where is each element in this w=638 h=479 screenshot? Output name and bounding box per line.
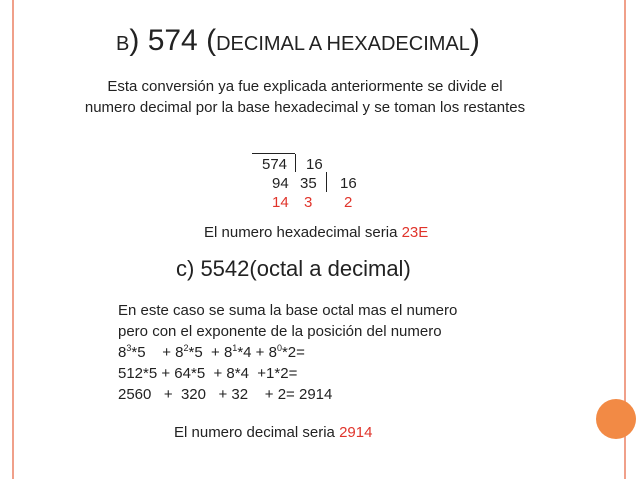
hex-digit-3: 3 <box>304 194 313 211</box>
power-expansion: $8^3*5$ + $8^2*5 + 8^1*4 + 8^0*2=$ <box>118 343 305 361</box>
remainder-1: 94 <box>272 175 289 192</box>
divisor-2: 16 <box>340 175 357 192</box>
decorative-dot <box>596 399 636 439</box>
dividend: 574 <box>262 156 288 173</box>
heading-c: c) 5542(octal a decimal) <box>176 256 411 281</box>
intro-text: Esta conversión ya fue explicada anteriormente se divide el numero decimal por la base hexadecimal y se toman los restantes <box>84 78 526 116</box>
hex-digit-2: 2 <box>344 194 353 211</box>
division-bracket-1 <box>295 154 296 172</box>
frame-left-border <box>12 0 14 479</box>
division-top-line <box>252 153 295 154</box>
heading-b: B) 574 (DECIMAL A HEXADECIMAL) <box>116 24 480 57</box>
division-diagram <box>250 152 380 216</box>
quotient-1: 35 <box>300 175 317 192</box>
hex-result: El numero hexadecimal seria 23E <box>204 224 429 241</box>
divisor-1: 16 <box>306 156 323 173</box>
hex-digit-e: 14 <box>272 194 289 211</box>
octal-explanation: En este caso se suma la base octal mas el numero pero con el exponente de la posición del numero $8^3*5$ + $8^2*5 + 8^1*4 + 8^0*2=$ 512*5 + 64*5 + 8*4 +1*2= 2560 + 320 + 32 + 2= 2914 <box>118 302 458 403</box>
decimal-result: El numero decimal seria 2914 <box>174 424 373 441</box>
division-bracket-2 <box>326 172 327 192</box>
